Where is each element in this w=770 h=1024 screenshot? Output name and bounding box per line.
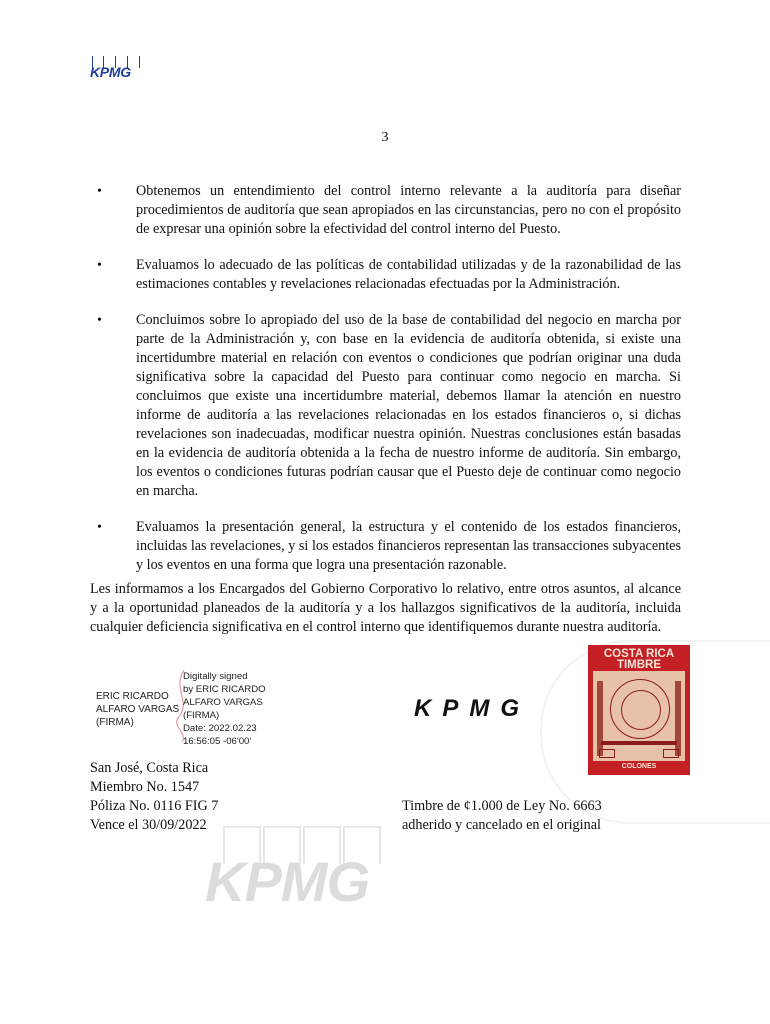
bullet-item [90,518,681,575]
kpmg-logo-text: KPMG [90,64,131,80]
address-line: Póliza No. 0116 FIG 7 [90,798,219,814]
bullet-dot-icon: • [97,520,102,535]
bullet-item [90,256,681,294]
bullet-text: Evaluamos la presentación general, la estructura y el contenido de los estados financieros, incluidas las revelaciones, y si los estados financieros representan las transacciones subyacentes y los eventos en una forma que logra una presentación razonable. [136,519,681,573]
signature-detail-line: ALFARO VARGAS [183,697,263,708]
address-line: Vence el 30/09/2022 [90,817,207,833]
firm-signature: KPMG [414,695,530,722]
address-line: Miembro No. 1547 [90,779,200,795]
stamp-title-line: TIMBRE [616,659,662,671]
signature-details [183,670,298,748]
signature-detail-line: 16:56:05 -06'00' [183,736,252,747]
address-block [90,759,218,835]
tax-stamp [588,645,690,775]
kpmg-watermark [205,826,405,916]
bullet-text: Concluimos sobre lo apropiado del uso de la base de contabilidad del negocio en marcha por parte de la Administración y, con base en la evidencia de auditoría obtenida, si existe una incertidumbre material en relación con eventos o condiciones que podrían originar una duda significativa sobre la capacidad del Puesto para continuar como negocio en marcha. Si concluimos que existe una incertidumbre material, debemos llamar la atención en nuestro informe de auditoría a las revelaciones relacionadas en los estados financieros o, si dichas revelaciones son inadecuadas, modificar nuestra opinión. Nuestras conclusiones están basadas en la evidencia de auditoría obtenida a la fecha de nuestro informe de auditoría. Sin embargo, los eventos o condiciones futuras podrían causar que el Puesto deje de continuar como negocio en marcha. [136,312,681,499]
stamp-note-line: adherido y cancelado en el original [402,817,601,833]
closing-paragraph: Les informamos a los Encargados del Gobierno Corporativo lo relativo, entre otros asuntos, al alcance y a la oportunidad planeados de la auditoría y a los hallazgos significativos de la auditoría, incluida cualquier deficiencia significativa en el control interno que identifiquemos durante nuestra auditoría. [90,581,681,635]
bullet-item [90,182,681,239]
bullet-list [90,182,681,592]
signer-name: ERIC RICARDO ALFARO VARGAS (FIRMA) [96,691,180,728]
signature-detail-line: Date: 2022.02.23 [183,723,257,734]
bullet-text: Obtenemos un entendimiento del control interno relevante a la auditoría para diseñar procedimientos de auditoría que sean apropiados en las circunstancias, pero no con el propósito de expresar una opinión sobre la efectividad del control interno del Puesto. [136,183,681,237]
signature-detail-line: Digitally signed [183,671,248,682]
bullet-dot-icon: • [97,258,102,273]
stamp-note [402,797,602,835]
stamp-title-line: COSTA RICA [603,648,675,660]
bullet-text: Evaluamos lo adecuado de las políticas de contabilidad utilizadas y de la razonabilidad de las estimaciones contables y revelaciones relacionadas efectuadas por la Administración. [136,257,681,292]
address-line: San José, Costa Rica [90,760,209,776]
watermark-text: KPMG [205,850,369,913]
bullet-item [90,311,681,501]
kpmg-logo [90,56,142,80]
stamp-emblem-icon [593,671,685,761]
bullet-dot-icon: • [97,313,102,328]
digital-signature [96,668,296,753]
stamp-note-line: Timbre de ¢1.000 de Ley No. 6663 [402,798,602,814]
stamp-denomination: COLONES [621,763,657,770]
signature-detail-line: (FIRMA) [183,710,220,721]
stamp-title [588,649,690,671]
page-number: 3 [381,130,389,145]
bullet-dot-icon: • [97,184,102,199]
signature-detail-line: by ERIC RICARDO [183,684,266,695]
